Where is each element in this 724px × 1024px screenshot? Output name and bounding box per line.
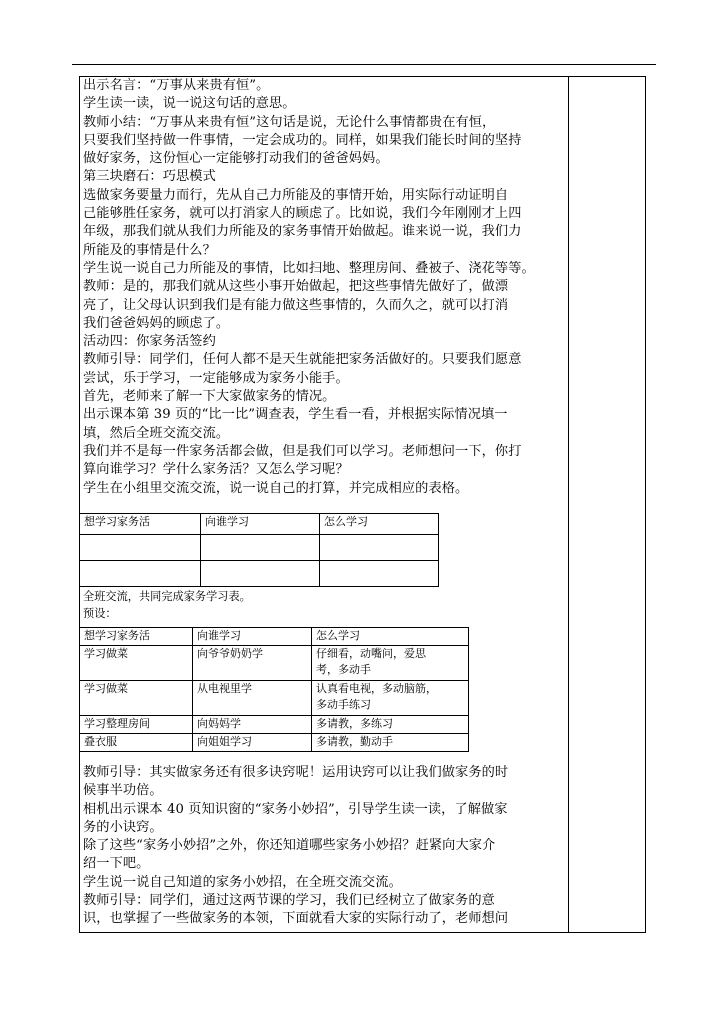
how-cell: 多请教，勤动手 <box>312 734 469 752</box>
paragraph-line: 全班交流，共同完成家务学习表。 <box>83 590 251 603</box>
paragraph-line: 填，然后全班交流交流。 <box>83 425 230 441</box>
paragraph-line: 己能够胜任家务，就可以打消家人的顾虑了。比如说，我们今年刚刚才上四 <box>83 206 522 222</box>
paragraph-line: 除了这些“家务小妙招”之外，你还知道哪些家务小妙招？赶紧向大家介 <box>83 838 496 854</box>
paragraph-line: 学生说一说自己力所能及的事情，比如扫地、整理房间、叠被子、浇花等等。 <box>83 260 535 276</box>
task-cell: 学习做菜 <box>80 681 193 716</box>
who-cell: 从电视里学 <box>193 681 312 716</box>
lesson-table <box>79 76 646 933</box>
who-cell: 向妈妈学 <box>193 716 312 734</box>
blank-cell[interactable] <box>201 535 320 561</box>
blank-cell[interactable] <box>80 561 201 587</box>
how-line: 考，多动手 <box>316 663 371 676</box>
blank-cell[interactable] <box>201 561 320 587</box>
paragraph-line: 尝试，乐于学习，一定能够成为家务小能手。 <box>83 370 349 386</box>
paragraph-line: 首先，老师来了解一下大家做家务的情况。 <box>83 389 336 405</box>
paragraph-line: 教师小结：“万事从来贵有恒”这句话是说，无论什么事情都贵在有恒， <box>83 114 496 130</box>
paragraph-line: 绍一下吧。 <box>83 856 150 872</box>
how-line: 多动手练习 <box>316 698 371 711</box>
table-row <box>80 681 469 716</box>
paragraph-line: 教师引导：同学们，任何人都不是天生就能把家务活做好的。只要我们愿意 <box>83 352 522 368</box>
top-paragraphs <box>83 77 535 498</box>
header-cell: 想学习家务活 <box>80 514 201 535</box>
paragraph-line: 学生在小组里交流交流，说一说自己的打算，并完成相应的表格。 <box>83 480 469 496</box>
header-rule <box>72 64 656 65</box>
paragraph-line: 教师引导：其实做家务还有很多诀窍呢！运用诀窍可以让我们做家务的时 <box>83 765 509 780</box>
how-cell <box>312 646 469 681</box>
section-heading: 活动四：你家务活签约 <box>83 334 216 350</box>
table-header-row <box>80 514 439 535</box>
section-heading: 第三块磨石：巧思模式 <box>83 169 216 185</box>
paragraph-line: 教师引导：同学们，通过这两节课的学习，我们已经树立了做家务的意 <box>83 893 495 909</box>
table-row <box>80 561 439 587</box>
task-cell: 学习整理房间 <box>80 716 193 734</box>
table-row <box>80 535 439 561</box>
table-row <box>80 734 469 752</box>
paragraph-line: 学生读一读，说一说这句话的意思。 <box>83 96 296 112</box>
header-cell: 向谁学习 <box>201 514 320 535</box>
who-cell: 向姐姐学习 <box>193 734 312 752</box>
header-cell: 怎么学习 <box>320 514 439 535</box>
paragraph-line: 做好家务，这份恒心一定能够打动我们的爸爸妈妈。 <box>83 151 389 167</box>
table-row <box>80 716 469 734</box>
paragraph-line: 我们并不是每一件家务活都会做，但是我们可以学习。老师想问一下，你打 <box>83 443 522 459</box>
notes-column-divider <box>568 77 569 932</box>
table-row <box>80 646 469 681</box>
paragraph-line: 候事半功倍。 <box>83 783 163 799</box>
paragraph-line: 出示课本第 39 页的“比一比”调查表，学生看一看，并根据实际情况填一 <box>83 407 508 423</box>
table-header-row <box>80 628 469 646</box>
how-cell: 多请教，多练习 <box>312 716 469 734</box>
paragraph-line: 教师：是的，那我们就从这些小事开始做起，把这些事情先做好了，做漂 <box>83 279 509 295</box>
paragraph-line: 学生说一说自己知道的家务小妙招，在全班交流交流。 <box>83 874 402 890</box>
paragraph-line: 年级，那我们就从我们力所能及的家务事情开始做起。谁来说一说，我们力 <box>83 224 522 240</box>
paragraph-line: 所能及的事情是什么？ <box>83 242 216 258</box>
paragraph-line: 选做家务要量力而行，先从自己力所能及的事情开始，用实际行动证明自 <box>83 187 509 203</box>
who-cell: 向爷爷奶奶学 <box>193 646 312 681</box>
blank-cell[interactable] <box>80 535 201 561</box>
paragraph-line: 相机出示课本 40 页知识窗的“家务小妙招”，引导学生读一读，了解做家 <box>83 801 508 817</box>
header-cell: 怎么学习 <box>312 628 469 646</box>
blank-cell[interactable] <box>320 535 439 561</box>
how-line: 仔细看，动嘴问，爱思 <box>316 647 426 660</box>
paragraph-line: 务的小诀窍。 <box>83 819 163 835</box>
paragraph-line: 出示名言：“万事从来贵有恒”。 <box>83 78 270 93</box>
mid-lines <box>83 589 251 622</box>
blank-cell[interactable] <box>320 561 439 587</box>
housework-study-table <box>79 627 469 752</box>
blank-housework-table <box>79 513 439 587</box>
header-cell: 想学习家务活 <box>80 628 193 646</box>
how-line: 认真看电视，多动脑筋， <box>316 682 437 695</box>
paragraph-line: 亮了，让父母认识到我们是有能力做这些事情的，久而久之，就可以打消 <box>83 297 509 313</box>
paragraph-line: 我们爸爸妈妈的顾虑了。 <box>83 315 230 331</box>
paragraph-line: 算向谁学习？学什么家务活？又怎么学习呢？ <box>83 462 349 478</box>
header-cell: 向谁学习 <box>193 628 312 646</box>
paragraph-line: 识，也掌握了一些做家务的本领，下面就看大家的实际行动了，老师想问 <box>83 911 509 927</box>
paragraph-line: 预设： <box>83 606 117 620</box>
paragraph-line: 只要我们坚持做一件事情，一定会成功的。同样，如果我们能长时间的坚持 <box>83 132 522 148</box>
how-cell <box>312 681 469 716</box>
task-cell: 叠衣服 <box>80 734 193 752</box>
task-cell: 学习做菜 <box>80 646 193 681</box>
bottom-paragraphs <box>83 764 508 929</box>
